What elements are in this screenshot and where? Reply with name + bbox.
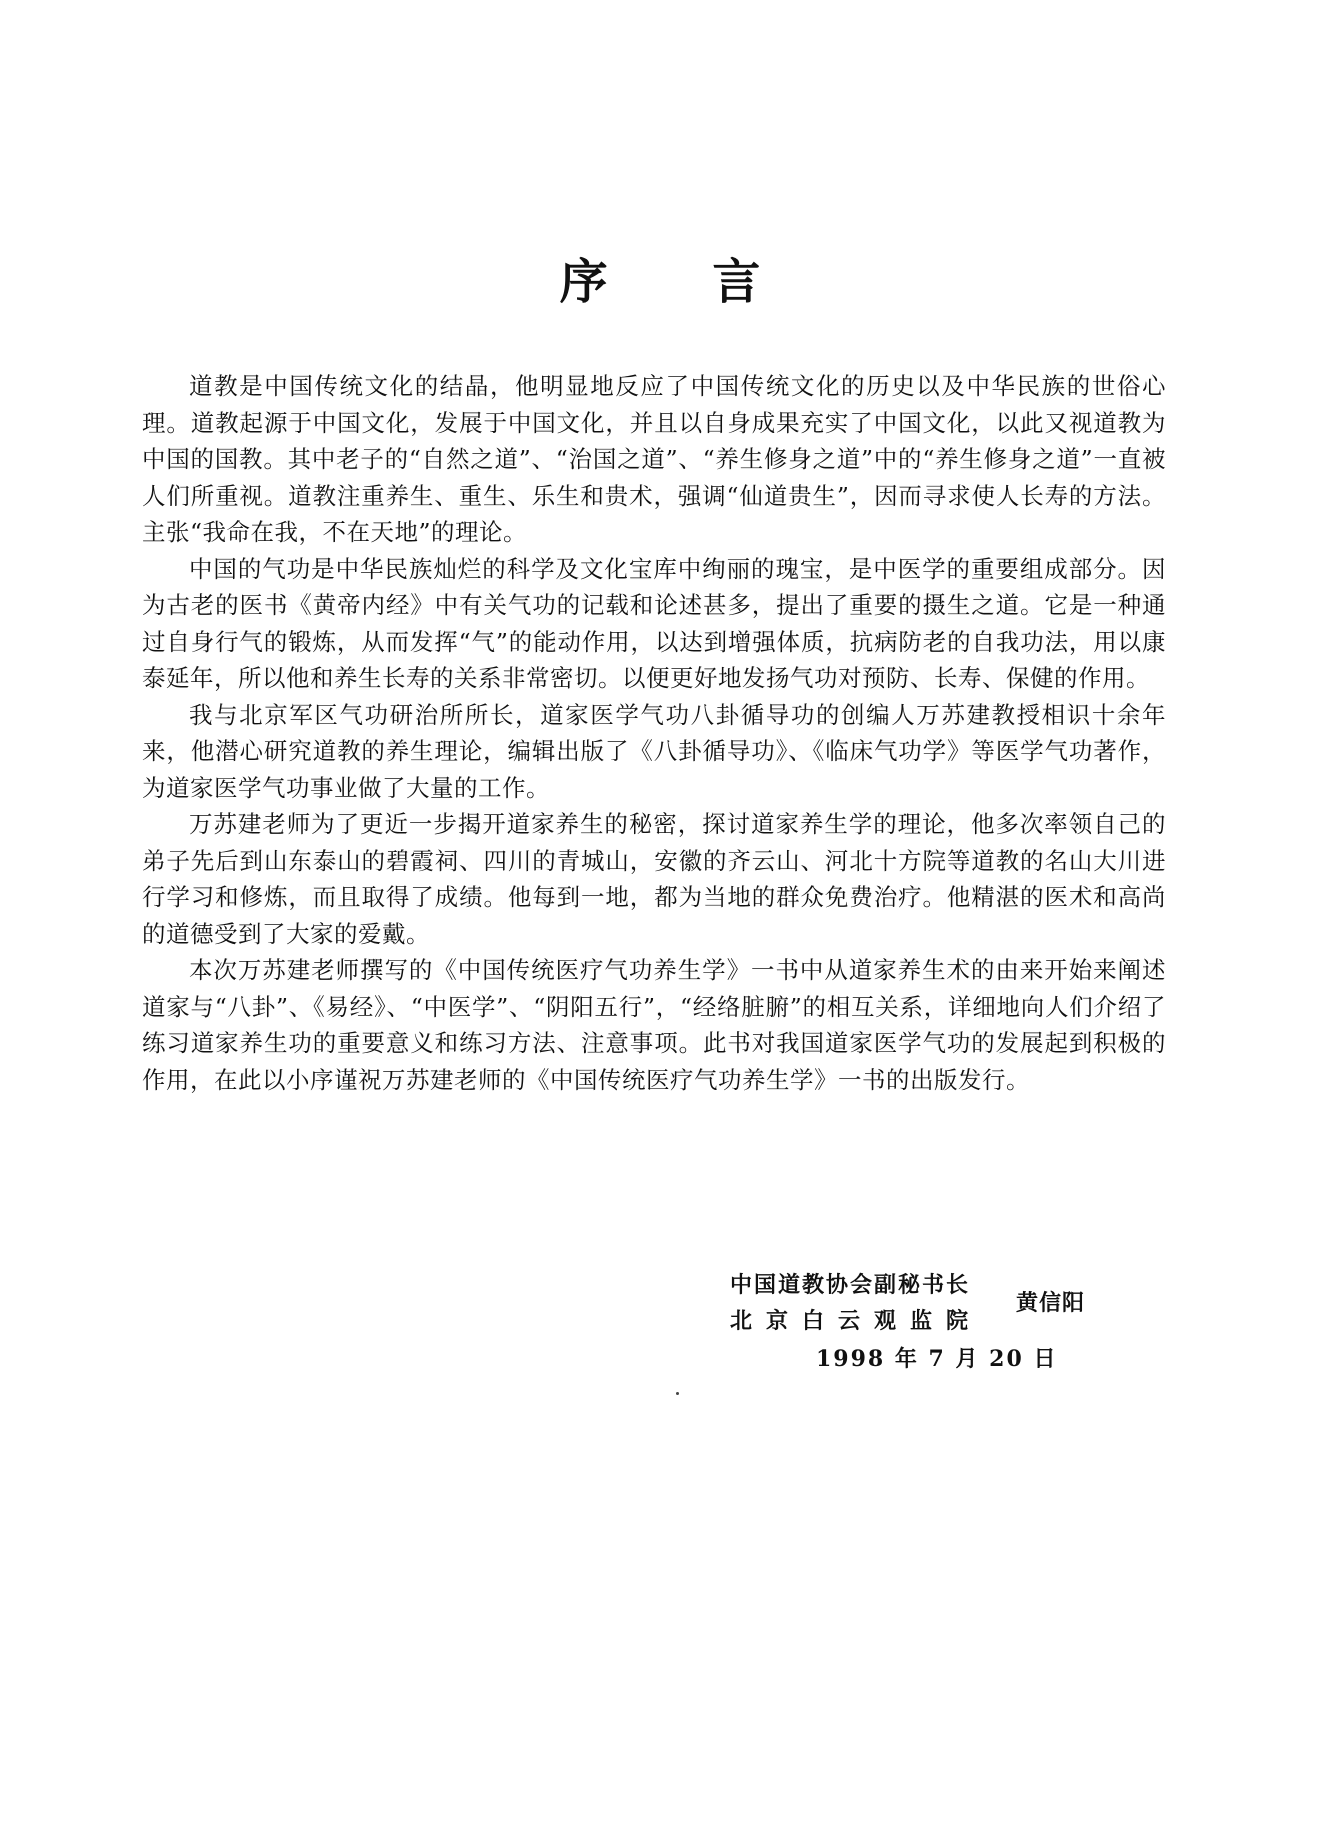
signature-name: 黄信阳: [1016, 1290, 1086, 1316]
signature-date: 1998 年 7 月 20 日: [816, 1346, 1058, 1372]
paragraph-1: 道教是中国传统文化的结晶，他明显地反应了中国传统文化的历史以及中华民族的世俗心理。道教起源于中国文化，发展于中国文化，并且以自身成果充实了中国文化，以此又视道教为中国的国教。其中老子的“自然之道”、“治国之道”、“养生修身之道”中的“养生修身之道”一直被人们所重视。道教注重养生、重生、乐生和贵术，强调“仙道贵生”，因而寻求使人长寿的方法。主张“我命在我，不在天地”的理论。: [142, 372, 1166, 546]
signature-block: [730, 1270, 1110, 1390]
paragraph-2: 中国的气功是中华民族灿烂的科学及文化宝库中绚丽的瑰宝，是中医学的重要组成部分。因为古老的医书《黄帝内经》中有关气功的记载和论述甚多，提出了重要的摄生之道。它是一种通过自身行气的锻炼，从而发挥“气”的能动作用，以达到增强体质，抗病防老的自我功法，用以康泰延年，所以他和养生长寿的关系非常密切。以便更好地发扬气功对预防、长寿、保健的作用。: [142, 554, 1166, 692]
preface-body: [142, 368, 1166, 1098]
signature-organization: 中国道教协会副秘书长: [730, 1272, 971, 1298]
paragraph-4: 万苏建老师为了更近一步揭开道家养生的秘密，探讨道家养生学的理论，他多次率领自己的弟子先后到山东泰山的碧霞祠、四川的青城山，安徽的齐云山、河北十方院等道教的名山大川进行学习和修炼，而且取得了成绩。他每到一地，都为当地的群众免费治疗。他精湛的医术和高尚的道德受到了大家的爱戴。: [142, 810, 1166, 948]
signature-temple: 北京白云观监院: [730, 1308, 983, 1334]
page-title: 序 言: [559, 254, 805, 310]
paragraph-5: 本次万苏建老师撰写的《中国传统医疗气功养生学》一书中从道家养生术的由来开始来阐述道家与“八卦”、《易经》、“中医学”、“阴阳五行”，“经络脏腑”的相互关系，详细地向人们介绍了练习道家养生功的重要意义和练习方法、注意事项。此书对我国道家医学气功的发展起到积极的作用，在此以小序谨祝万苏建老师的《中国传统医疗气功养生学》一书的出版发行。: [142, 956, 1166, 1094]
scan-speck: [676, 1392, 679, 1395]
paragraph-3: 我与北京军区气功研治所所长，道家医学气功八卦循导功的创编人万苏建教授相识十余年来，他潜心研究道教的养生理论，编辑出版了《八卦循导功》、《临床气功学》等医学气功著作，为道家医学气功事业做了大量的工作。: [142, 700, 1166, 802]
